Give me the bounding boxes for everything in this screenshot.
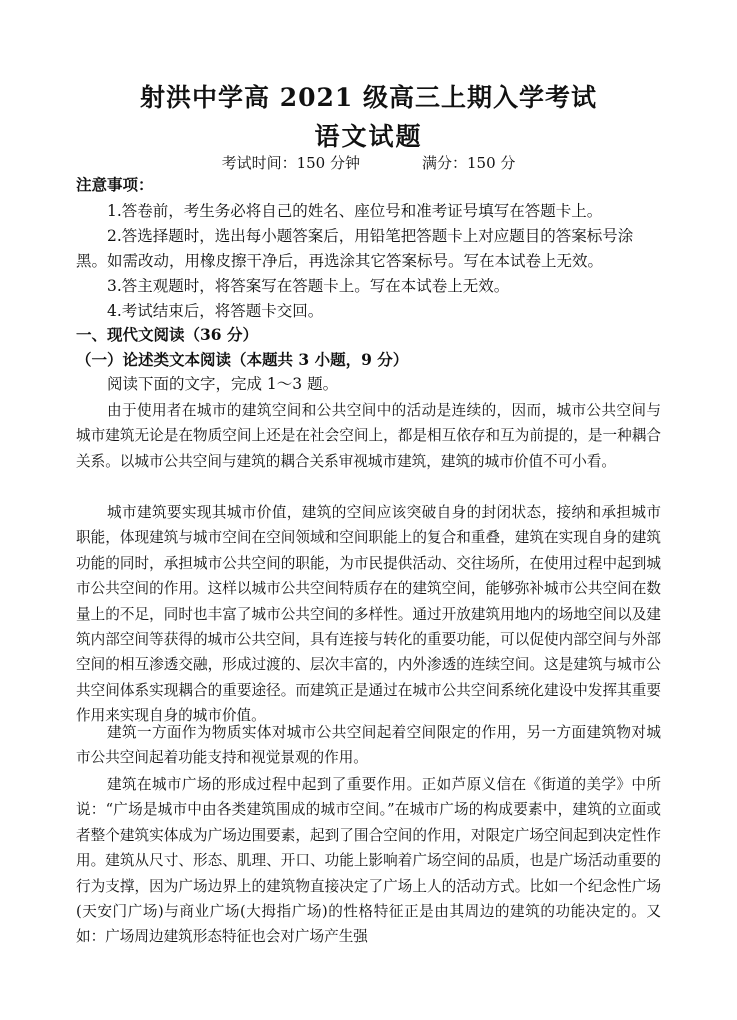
article-paragraph-1: 由于使用者在城市的建筑空间和公共空间中的活动是连续的，因而，城市公共空间与城市建筑无论是在物质空间上还是在社会空间上，都是相互依存和互为前提的，是一种耦合关系。以城市公共空间与建筑的耦合关系审视城市建筑，建筑的城市价值不可小看。 (76, 402, 661, 470)
exam-subject-title: 语文试题 (314, 122, 423, 151)
article-paragraph-3: 建筑一方面作为物质实体对城市公共空间起着空间限定的作用，另一方面建筑物对城市公共空间起着功能支持和视觉景观的作用。 (76, 724, 661, 767)
notice-heading: 注意事项： (76, 175, 154, 194)
section-heading: 一、现代文阅读（36 分） (76, 325, 258, 344)
subsection-heading: （一）论述类文本阅读（本题共 3 小题，9 分） (76, 350, 409, 369)
notice-item-1: 1.答卷前，考生务必将自己的姓名、座位号和准考证号填写在答题卡上。 (107, 202, 603, 220)
article-paragraph-2: 城市建筑要实现其城市价值，建筑的空间应该突破自身的封闭状态，接纳和承担城市职能，体现建筑与城市空间在空间领域和空间职能上的复合和重叠，建筑在实现自身的建筑功能的同时，承担城市公共空间的职能，为市民提供活动、交往场所，在使用过程中起到城市公共空间的作用。这样以城市公共空间特质存在的建筑空间，能够弥补城市公共空间在数量上的不足，同时也丰富了城市公共空间的多样性。通过开放建筑用地内的场地空间以及建筑内部空间等获得的城市公共空间，具有连接与转化的重要功能，可以促使内部空间与外部空间的相互渗透交融，形成过渡的、层次丰富的，内外渗透的连续空间。这是建筑与城市公共空间体系实现耦合的重要途径。而建筑正是通过在城市公共空间系统化建设中发挥其重要作用来实现自身的城市价值。 (76, 504, 661, 725)
exam-meta (0, 152, 737, 173)
notice-item-4: 4.考试结束后，将答题卡交回。 (107, 302, 324, 320)
article-paragraph-4: 建筑在城市广场的形成过程中起到了重要作用。正如芦原义信在《街道的美学》中所说：“广场是城市中由各类建筑围成的城市空间。”在城市广场的构成要素中，建筑的立面或者整个建筑实体成为广场边围要素，起到了围合空间的作用，对限定广场空间起到决定性作用。建筑从尺寸、形态、肌理、开口、功能上影响着广场空间的品质，也是广场活动重要的行为支撑，因为广场边界上的建筑物直接决定了广场上人的活动方式。比如一个纪念性广场(天安门广场)与商业广场(大拇指广场)的性格特征正是由其周边的建筑的功能决定的。又如：广场周边建筑形态特征也会对广场产生强 (76, 776, 661, 946)
reading-instruction: 阅读下面的文字，完成 1～3 题。 (107, 375, 339, 393)
exam-title: 射洪中学高 2021 级高三上期入学考试 (140, 83, 597, 112)
full-score: 满分：150 分 (422, 154, 516, 172)
notice-item-3: 3.答主观题时，将答案写在答题卡上。写在本试卷上无效。 (107, 277, 510, 295)
notice-item-2: 2.答选择题时，选出每小题答案后，用铅笔把答题卡上对应题目的答案标号涂黑。如需改动，用橡皮擦干净后，再选涂其它答案标号。写在本试卷上无效。 (76, 227, 634, 270)
exam-time: 考试时间：150 分钟 (221, 154, 360, 172)
